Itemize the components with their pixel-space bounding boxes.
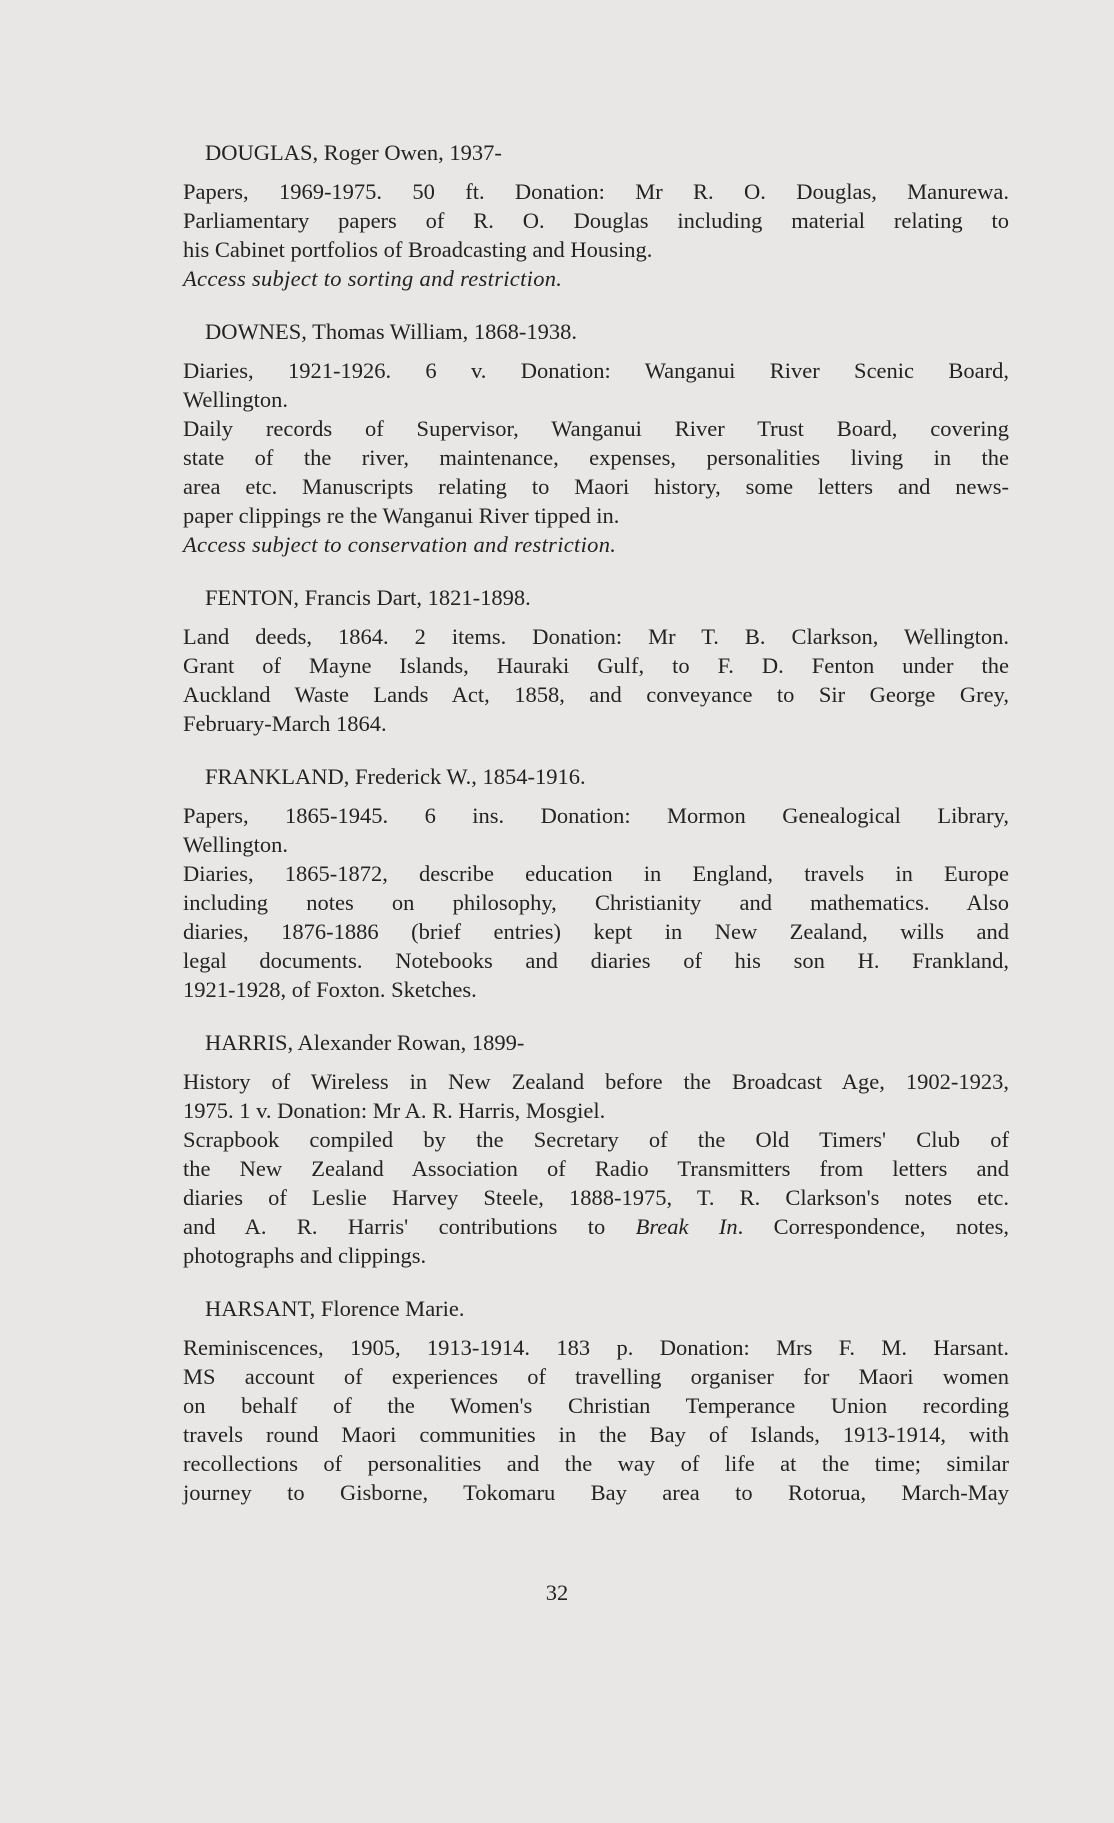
entry-text-line: diaries, 1876-1886 (brief entries) kept in New Zealand, wills and bbox=[183, 919, 1009, 944]
entry-text-line: Reminiscences, 1905, 1913-1914. 183 p. Donation: Mrs F. M. Harsant. bbox=[183, 1335, 1009, 1360]
entry-text-line: Scrapbook compiled by the Secretary of the Old Timers' Club of bbox=[183, 1127, 1009, 1152]
access-note: Access subject to conservation and restriction. bbox=[183, 532, 617, 557]
catalogue-entry bbox=[183, 138, 1009, 293]
entry-text-line: on behalf of the Women's Christian Temperance Union recording bbox=[183, 1393, 1009, 1418]
entry-text-line: Land deeds, 1864. 2 items. Donation: Mr T. B. Clarkson, Wellington. bbox=[183, 624, 1009, 649]
entry-text-line: Wellington. bbox=[183, 832, 289, 857]
entry-text-line: Papers, 1865-1945. 6 ins. Donation: Mormon Genealogical Library, bbox=[183, 803, 1009, 828]
entry-text-line: area etc. Manuscripts relating to Maori history, some letters and news- bbox=[183, 474, 1009, 499]
catalogue-entries bbox=[183, 138, 1009, 1531]
entry-text-line: Grant of Mayne Islands, Hauraki Gulf, to F. D. Fenton under the bbox=[183, 653, 1009, 678]
catalogue-entry bbox=[183, 583, 1009, 738]
access-note: Access subject to sorting and restriction. bbox=[183, 266, 563, 291]
entry-text-line: History of Wireless in New Zealand before the Broadcast Age, 1902-1923, bbox=[183, 1069, 1009, 1094]
entry-text-line: February-March 1864. bbox=[183, 711, 387, 736]
entry-text-line: 1975. 1 v. Donation: Mr A. R. Harris, Mosgiel. bbox=[183, 1098, 606, 1123]
entry-text-line: the New Zealand Association of Radio Transmitters from letters and bbox=[183, 1156, 1009, 1181]
entry-text-line: legal documents. Notebooks and diaries of his son H. Frankland, bbox=[183, 948, 1009, 973]
line-text: and A. R. Harris' contributions to bbox=[183, 1214, 606, 1239]
entry-text-line: including notes on philosophy, Christianity and mathematics. Also bbox=[183, 890, 1009, 915]
page-number: 32 bbox=[545, 1580, 569, 1605]
entry-text-line: state of the river, maintenance, expenses, personalities living in the bbox=[183, 445, 1009, 470]
entry-text-line: paper clippings re the Wanganui River tipped in. bbox=[183, 503, 620, 528]
entry-text-line: Daily records of Supervisor, Wanganui River Trust Board, covering bbox=[183, 416, 1009, 441]
entry-text-line: Diaries, 1921-1926. 6 v. Donation: Wanganui River Scenic Board, bbox=[183, 358, 1009, 383]
entry-text-line: Wellington. bbox=[183, 387, 289, 412]
entry-text-line: travels round Maori communities in the Bay of Islands, 1913-1914, with bbox=[183, 1422, 1009, 1447]
line-text-tail: . Correspondence, notes, bbox=[737, 1214, 1009, 1239]
entry-text-line: Papers, 1969-1975. 50 ft. Donation: Mr R. O. Douglas, Manurewa. bbox=[183, 179, 1009, 204]
entry-heading: HARSANT, Florence Marie. bbox=[205, 1296, 465, 1321]
entry-text-line: 1921-1928, of Foxton. Sketches. bbox=[183, 977, 477, 1002]
entry-text-line bbox=[183, 1212, 1009, 1241]
entry-text-line: photographs and clippings. bbox=[183, 1243, 427, 1268]
entry-text-line: journey to Gisborne, Tokomaru Bay area to Rotorua, March-May bbox=[183, 1480, 1009, 1505]
entry-text-line: MS account of experiences of travelling organiser for Maori women bbox=[183, 1364, 1009, 1389]
entry-text-line: Parliamentary papers of R. O. Douglas including material relating to bbox=[183, 208, 1009, 233]
entry-text-line: recollections of personalities and the way of life at the time; similar bbox=[183, 1451, 1009, 1476]
entry-heading: HARRIS, Alexander Rowan, 1899- bbox=[205, 1030, 525, 1055]
catalogue-entry bbox=[183, 1294, 1009, 1507]
entry-heading: FENTON, Francis Dart, 1821-1898. bbox=[205, 585, 531, 610]
entry-text-line: his Cabinet portfolios of Broadcasting and Housing. bbox=[183, 237, 653, 262]
catalogue-entry bbox=[183, 1028, 1009, 1270]
entry-text-line: Diaries, 1865-1872, describe education in England, travels in Europe bbox=[183, 861, 1009, 886]
entry-text-line: diaries of Leslie Harvey Steele, 1888-1975, T. R. Clarkson's notes etc. bbox=[183, 1185, 1009, 1210]
entry-heading: DOUGLAS, Roger Owen, 1937- bbox=[205, 140, 502, 165]
catalogue-entry bbox=[183, 317, 1009, 559]
publication-title: Break In bbox=[635, 1214, 738, 1239]
entry-heading: FRANKLAND, Frederick W., 1854-1916. bbox=[205, 764, 586, 789]
entry-heading: DOWNES, Thomas William, 1868-1938. bbox=[205, 319, 577, 344]
catalogue-entry bbox=[183, 762, 1009, 1004]
entry-text-line: Auckland Waste Lands Act, 1858, and conveyance to Sir George Grey, bbox=[183, 682, 1009, 707]
